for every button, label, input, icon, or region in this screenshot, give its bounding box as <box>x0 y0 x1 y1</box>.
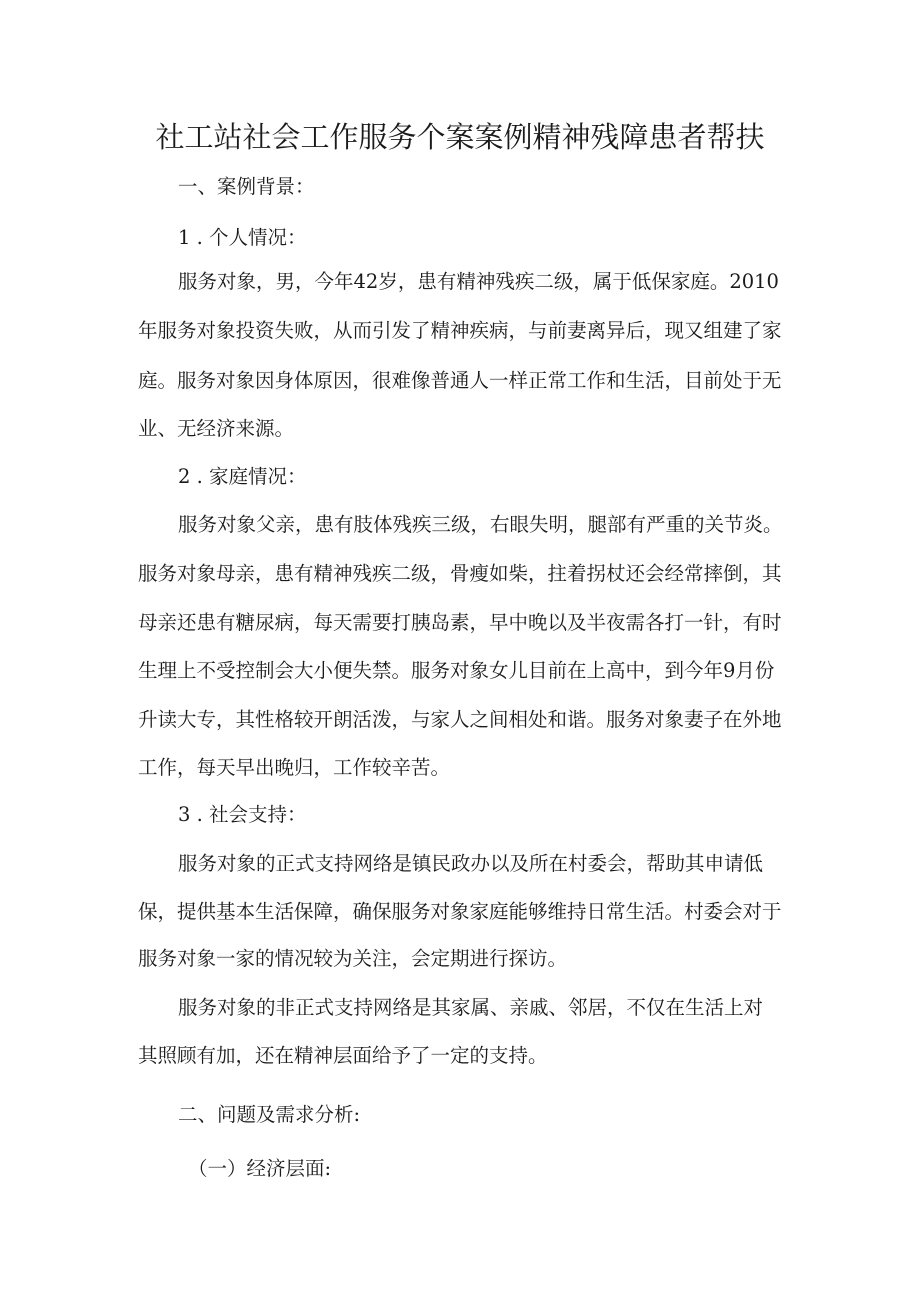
document-title: 社工站社会工作服务个案案例精神残障患者帮扶 <box>155 120 765 154</box>
paragraph-line: 生理上不受控制会大小便失禁。服务对象女儿目前在上高中，到今年9月份 <box>138 659 775 682</box>
paragraph-line: 庭。服务对象因身体原因，很难像普通人一样正常工作和生活，目前处于无 <box>138 369 782 392</box>
subheading-family-situation: 2 . 家庭情况： <box>178 465 307 488</box>
paragraph-line: 其照顾有加，还在精神层面给予了一定的支持。 <box>138 1044 548 1067</box>
paragraph-line: 母亲还患有糖尿病，每天需要打胰岛素，早中晚以及半夜需各打一针，有时 <box>138 611 782 634</box>
paragraph-line: 服务对象父亲，患有肢体残疾三级，右眼失明，腿部有严重的关节炎。 <box>178 513 783 536</box>
paragraph-line: 工作，每天早出晚归，工作较辛苦。 <box>138 756 451 779</box>
paragraph-line: 业、无经济来源。 <box>138 417 295 440</box>
section-heading-case-background: 一、案例背景： <box>178 175 315 198</box>
subheading-personal-situation: 1 . 个人情况： <box>178 226 307 249</box>
section-heading-problem-analysis: 二、问题及需求分析: <box>178 1103 361 1126</box>
paragraph-line: 升读大专，其性格较开朗活泼，与家人之间相处和谐。服务对象妻子在外地 <box>138 708 782 731</box>
paragraph-line: 服务对象的非正式支持网络是其家属、亲戚、邻居，不仅在生活上对 <box>178 996 764 1019</box>
subheading-social-support: 3 . 社会支持： <box>178 803 307 826</box>
paragraph-line: 保，提供基本生活保障，确保服务对象家庭能够维持日常生活。村委会对于 <box>138 900 782 923</box>
paragraph-line: 年服务对象投资失败，从而引发了精神疾病，与前妻离异后，现又组建了家 <box>138 319 782 342</box>
paragraph-line: 服务对象的正式支持网络是镇民政办以及所在村委会，帮助其申请低 <box>178 852 764 875</box>
paragraph-line: 服务对象，男，今年42岁，患有精神残疾二级，属于低保家庭。2010 <box>178 270 779 293</box>
paragraph-line: 服务对象母亲，患有精神残疾二级，骨瘦如柴，拄着拐杖还会经常摔倒，其 <box>138 562 782 585</box>
paragraph-line: 服务对象一家的情况较为关注，会定期进行探访。 <box>138 947 568 970</box>
subheading-economic-level: （一）经济层面: <box>188 1157 332 1180</box>
